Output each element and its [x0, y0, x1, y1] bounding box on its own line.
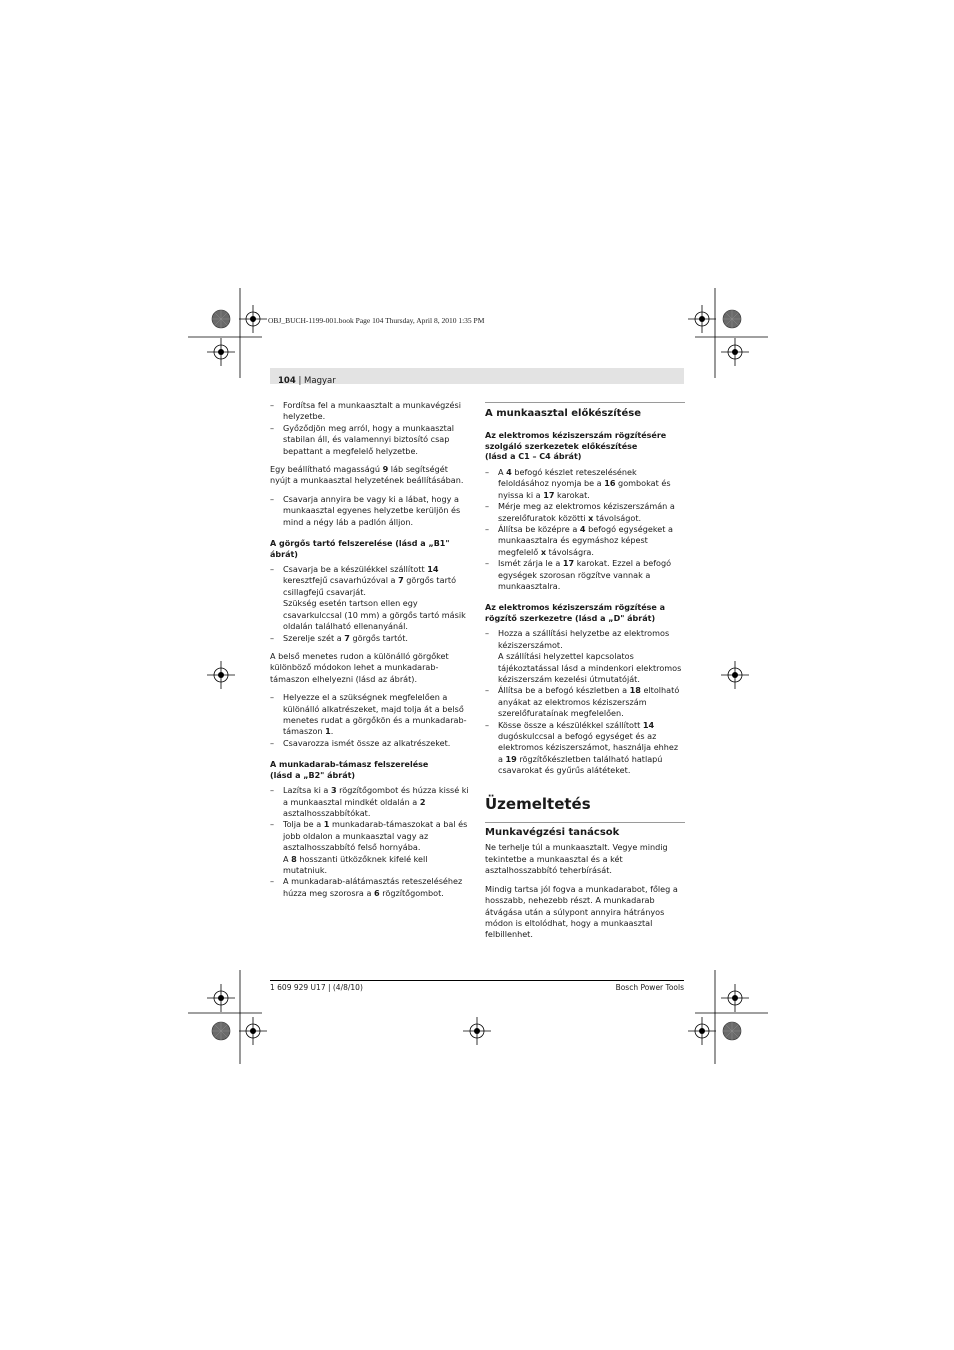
right-column [485, 402, 685, 948]
list-support [270, 785, 470, 899]
list-item: – Szerelje szét a 7 görgős tartót. [270, 633, 470, 644]
paragraph: Mindig tartsa jól fogva a munkadarabot, főleg a hosszabb, nehezebb részt. A munkadarab átvágása után a súlypont annyira hátrányos módon is eltolódhat, hogy a munkaasztal felbillenhet. [485, 883, 678, 940]
subheading: A munkadarab-támasz felszerelése (lásd a „B2" ábrát) [270, 760, 429, 780]
list-mount [485, 628, 685, 776]
list-item: – Csavarja annyira be vagy ki a lábat, hogy a munkaasztal egyenes helyzetbe kerüljön és mind a négy láb a padlón álljon. [270, 494, 470, 528]
list-item: – Mérje meg az elektromos kéziszerszámán a szerelőfuratok közötti x távolságot. [485, 501, 685, 524]
footer-rule [270, 980, 684, 981]
list-item: – A 4 befogó készlet reteszelésének feloldásához nyomja be a 16 gombokat és nyissa ki a 17 karokat. [485, 467, 685, 501]
list-item: – Fordítsa fel a munkaasztalt a munkavégzési helyzetbe. [270, 400, 470, 423]
page-header [270, 368, 684, 384]
list-item: – Állítsa be középre a 4 befogó egységeket a munkaasztalra és egymáshoz képest megfelelő x távolságra. [485, 524, 685, 558]
list-item: – Tolja be a 1 munkadarab-támaszokat a bal és jobb oldalon a munkaasztal vagy az asztalhosszabbító felső hornyába. A 8 hosszanti ütközőknek kifelé kell mutatniuk. [270, 819, 470, 876]
header-separator: | [295, 376, 305, 386]
paragraph: Egy beállítható magasságú 9 láb segítségét nyújt a munkaasztal helyzetének beállításában. [270, 464, 464, 486]
left-column [270, 400, 470, 906]
list-item: – A munkadarab-alátámasztás reteszeléséhez húzza meg szorosra a 6 rögzítőgombot. [270, 876, 470, 899]
list-item: – Lazítsa ki a 3 rögzítőgombot és húzza kissé ki a munkaasztal mindkét oldalán a 2 asztalhosszabbítókat. [270, 785, 470, 819]
list-flip-table [270, 400, 470, 457]
subheading: Az elektromos kéziszerszám rögzítésére szolgáló szerkezetek előkészítése (lásd a C1 – C4 ábrát) [485, 431, 667, 462]
list-item: – Csavarja be a készülékkel szállított 14 keresztfejű csavarhúzóval a 7 görgős tartó csillagfejű csavarját. Szükség esetén tartson ellen egy csavarkulccsal (10 mm) a görgős tartó másik oldalán található ellenanyánál. [270, 564, 470, 632]
list-leg [270, 494, 470, 528]
list-item: – Csavarozza ismét össze az alkatrészeket. [270, 738, 470, 749]
list-item: – Győződjön meg arról, hogy a munkaasztal stabilan áll, és valamennyi biztosító csap bepattant a megfelelő helyzetbe. [270, 423, 470, 457]
header-language: Magyar [304, 376, 336, 386]
list-item: – Ismét zárja le a 17 karokat. Ezzel a befogó egységek szorosan rögzítve vannak a munkaasztalra. [485, 558, 685, 592]
section-heading: A munkaasztal előkészítése [485, 402, 685, 419]
list-item: – Helyezze el a szükségnek megfelelően a különálló alkatrészeket, majd tolja át a belső menetes rudat a görgőkön és a munkadarab-támaszon 1. [270, 692, 470, 738]
footer-doc-number: 1 609 929 U17 | (4/8/10) [270, 983, 363, 992]
list-item: – Kösse össze a készülékkel szállított 14 dugóskulccsal a befogó egységet és az elektromos kéziszerszámot, használja ehhez a 19 rögzítőkészletben található hatlapú csavarokat és gyűrűs alátéteket. [485, 720, 685, 777]
page-number: 104 [278, 376, 296, 386]
subheading: A görgős tartó felszerelése (lásd a „B1" ábrát) [270, 539, 450, 559]
list-prepare [485, 467, 685, 592]
section-heading: Munkavégzési tanácsok [485, 822, 685, 838]
paragraph: Ne terhelje túl a munkaasztalt. Vegye mindig tekintetbe a munkaasztal és a két asztalhosszabbító teherbírását. [485, 842, 668, 876]
print-info: OBJ_BUCH-1199-001.book Page 104 Thursday, April 8, 2010 1:35 PM [268, 316, 485, 325]
footer-brand: Bosch Power Tools [615, 983, 684, 992]
list-item: – Hozza a szállítási helyzetbe az elektromos kéziszerszámot. A szállítási helyzettel kapcsolatos tájékoztatással lásd a mindenkori elektromos kéziszerszám kezelési útmutatóját. [485, 628, 685, 685]
subheading: Az elektromos kéziszerszám rögzítése a rögzítő szerkezetre (lásd a „D" ábrát) [485, 603, 666, 623]
paragraph: A belső menetes rudon a különálló görgőket különböző módokon lehet a munkadarab-támaszon elhelyezni (lásd az ábrát). [270, 650, 449, 684]
chapter-title: Üzemeltetés [485, 794, 591, 813]
list-parts [270, 692, 470, 749]
list-item: – Állítsa be a befogó készletben a 18 eltolható anyákat az elektromos kéziszerszám szerelőfurataínak megfelelően. [485, 685, 685, 719]
list-roller [270, 564, 470, 644]
